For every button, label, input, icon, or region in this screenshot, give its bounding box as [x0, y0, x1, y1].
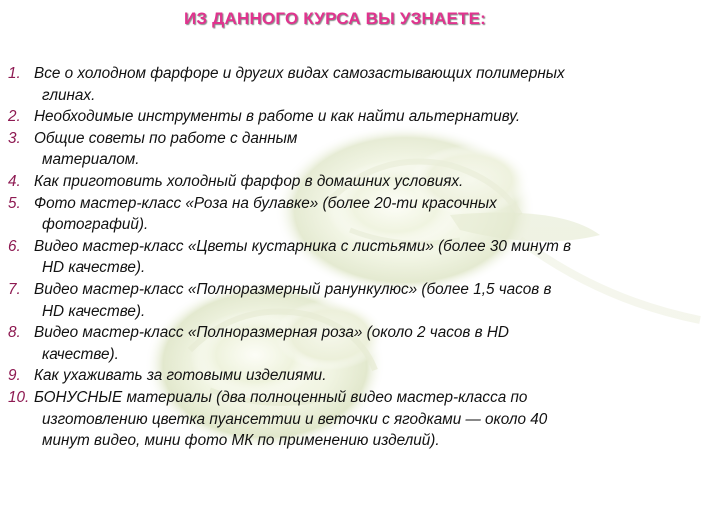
- item-text: Фото мастер-класс «Роза на булавке» (более 20-ти красочных: [34, 194, 497, 212]
- item-text: Все о холодном фарфоре и других видах самозастывающих полимерных: [34, 65, 565, 82]
- item-text: Видео мастер-класс «Полноразмерный ранункулюс» (более 1,5 часов в: [34, 280, 552, 298]
- item-text-continued: изготовлению цветка пуансеттии и веточки с ягодками — около 40: [42, 410, 548, 428]
- item-number: 6.: [8, 237, 21, 255]
- item-text-continued: глинах.: [42, 86, 96, 104]
- item-number: 1.: [8, 65, 21, 82]
- list-item: [8, 387, 713, 452]
- item-text-continued: материалом.: [42, 151, 140, 169]
- list-item: [8, 193, 713, 236]
- list-item: [8, 279, 713, 322]
- item-text-continued: HD качестве).: [42, 259, 146, 277]
- item-text-continued: HD качестве).: [42, 302, 146, 320]
- item-number: 7.: [8, 280, 21, 298]
- item-text: Видео мастер-класс «Цветы кустарника с листьями» (более 30 минут в: [34, 237, 572, 255]
- item-text: Общие советы по работе с данным: [34, 129, 298, 147]
- item-number: 4.: [8, 172, 21, 190]
- item-text: Видео мастер-класс «Полноразмерная роза» (около 2 часов в HD: [34, 324, 509, 342]
- list-item: [8, 365, 713, 387]
- item-number: 8.: [8, 324, 21, 342]
- item-number: 3.: [8, 129, 21, 147]
- item-text-continued: фотографий).: [42, 216, 149, 234]
- course-topics-list: [8, 63, 713, 452]
- item-text: Как приготовить холодный фарфор в домашних условиях.: [34, 172, 464, 190]
- item-text: Необходимые инструменты в работе и как найти альтернативу.: [34, 108, 521, 126]
- item-number: 5.: [8, 194, 21, 212]
- item-number: 9.: [8, 367, 21, 385]
- item-text: БОНУСНЫЕ материалы (два полноценный видео мастер-класса по: [34, 388, 528, 406]
- item-text: Как ухаживать за готовыми изделиями.: [34, 367, 327, 385]
- item-text-continued: качестве).: [42, 345, 119, 363]
- item-number: 2.: [8, 108, 21, 126]
- item-text-continued: минут видео, мини фото МК по применению изделий).: [42, 432, 440, 450]
- list-item: [8, 63, 713, 106]
- list-item: [8, 128, 713, 171]
- list-item: [8, 171, 713, 193]
- list-item: [8, 106, 713, 128]
- list-item: [8, 322, 713, 365]
- item-number: 10.: [8, 388, 30, 406]
- list-item: [8, 236, 713, 279]
- page-title: ИЗ ДАННОГО КУРСА ВЫ УЗНАЕТЕ:: [183, 9, 486, 28]
